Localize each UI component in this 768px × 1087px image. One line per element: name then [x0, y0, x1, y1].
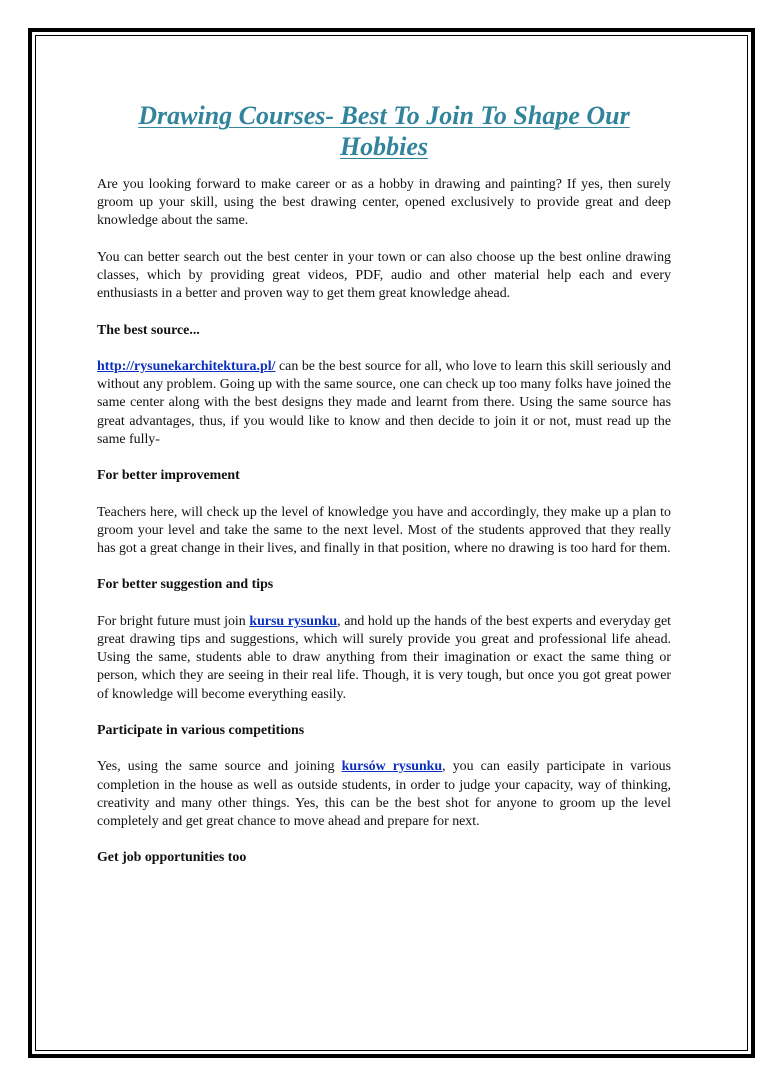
section-heading: For better suggestion and tips	[97, 577, 274, 593]
section-heading: The best source...	[97, 322, 200, 338]
paragraph: Teachers here, will check up the level of knowledge you have and accordingly, they make up a plan to groom your level and take the same to the next level. Most of the students approved that they really has got a great change in their lives, and finally in that position, where no drawing is too hard for them.	[97, 504, 671, 556]
paragraph	[97, 613, 671, 704]
paragraph	[97, 758, 671, 831]
link-rysunekarchitektura[interactable]: http://rysunekarchitektura.pl/	[97, 358, 276, 374]
paragraph-text: , you can easily participate in various completion in the house as well as outside students, in order to judge your capacity, way of thinking, creativity and many other things. Yes, this can be the best shot for anyone to groom up the level completely and get great chance to move ahead and prepare for next.	[97, 759, 671, 829]
paragraph: You can better search out the best center in your town or can also choose up the best online drawing classes, which by providing great videos, PDF, audio and other material help each and every enthusiasts in a better and proven way to get them great knowledge ahead.	[97, 249, 671, 302]
section-heading: Get job opportunities too	[97, 850, 247, 866]
paragraph-text: Yes, using the same source and joining	[97, 759, 342, 775]
link-kursu-rysunku[interactable]: kursu rysunku	[249, 613, 338, 629]
document-body	[97, 100, 671, 886]
document-title: Drawing Courses- Best To Join To Shape Our Hobbies	[138, 101, 630, 161]
section-heading: For better improvement	[97, 468, 240, 484]
paragraph-text: For bright future must join	[97, 613, 250, 629]
paragraph-text: , and hold up the hands of the best experts and everyday get great drawing tips and suggestions, which will surely provide you great and professional life ahead. Using the same, students able to draw anything from their imagination or exact the same thing or person, which they are seeing in their real life. Though, it is very tough, but once you got great power of knowledge will become everything easily.	[97, 613, 672, 702]
paragraph: Are you looking forward to make career or as a hobby in drawing and painting? If yes, then surely groom up your skill, using the best drawing center, opened exclusively to provide great and deep knowledge about the same.	[97, 177, 671, 229]
section-heading: Participate in various competitions	[97, 722, 305, 738]
paragraph	[97, 358, 671, 449]
link-kursow-rysunku[interactable]: kursów rysunku	[341, 759, 443, 775]
paragraph-text: can be the best source for all, who love to learn this skill seriously and without any problem. Going up with the same source, one can check up too many folks have joined the same center along with the best designs they made and learnt from there. Using the same source has great advantages, thus, if you would like to know and then decide to join it or not, must read up the same fully-	[97, 358, 671, 447]
